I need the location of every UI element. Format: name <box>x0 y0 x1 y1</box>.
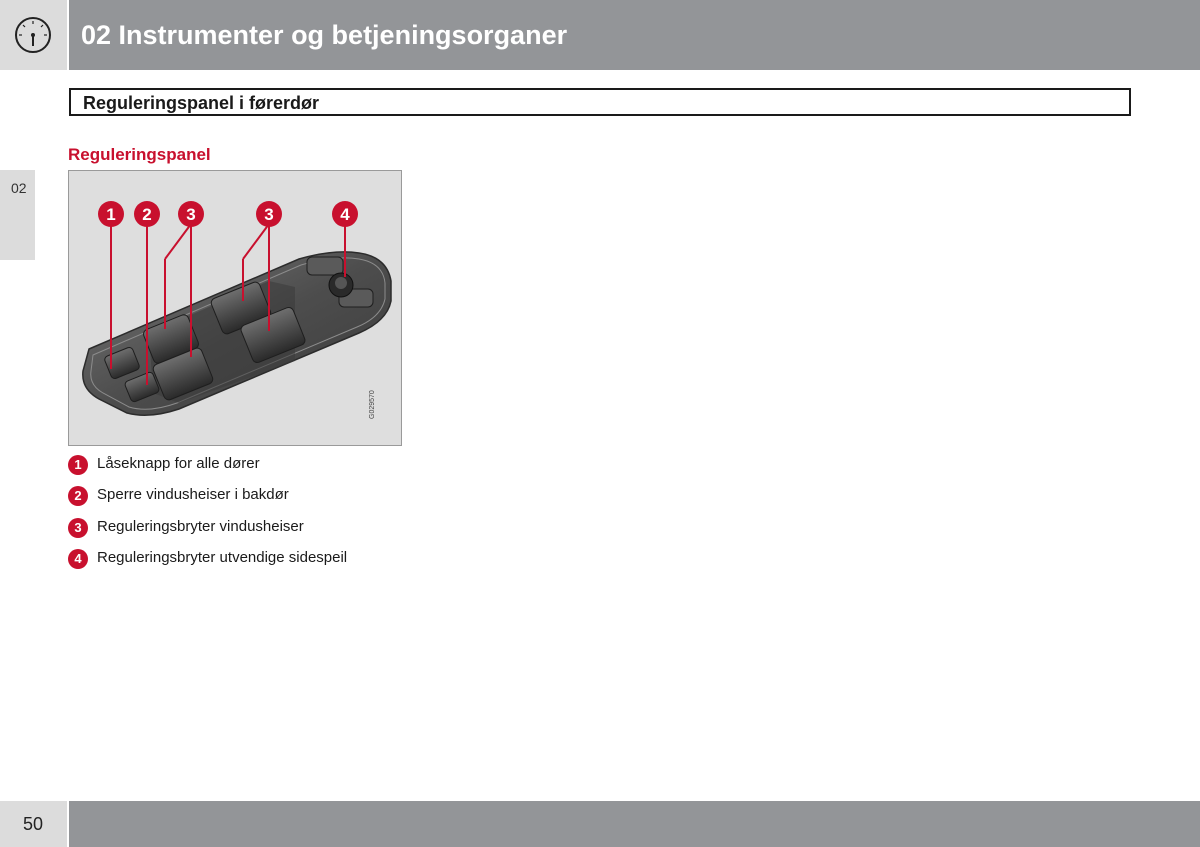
callout-4-label: 4 <box>340 205 350 224</box>
legend-item <box>68 548 668 579</box>
subheading: Reguleringspanel <box>68 145 211 164</box>
legend-text: Reguleringsbryter vindusheiser <box>97 517 304 535</box>
callout-3a-label: 3 <box>186 205 196 224</box>
chapter-side-tab-label: 02 <box>11 180 27 196</box>
legend-item <box>68 517 668 548</box>
callout-1-label: 1 <box>106 205 116 224</box>
page-number: 50 <box>23 814 44 834</box>
gauge-icon <box>14 16 52 54</box>
legend-number: 3 <box>68 518 88 538</box>
callout-2-label: 2 <box>142 205 152 224</box>
legend-item <box>68 485 668 516</box>
legend-item <box>68 454 668 485</box>
section-title-box <box>69 88 1131 116</box>
legend-text: Sperre vindusheiser i bakdør <box>97 486 289 504</box>
chapter-side-tab <box>0 170 35 260</box>
footer-bar <box>69 801 1200 847</box>
control-panel-figure <box>68 170 402 446</box>
section-title: Reguleringspanel i førerdør <box>83 93 320 113</box>
legend-number: 4 <box>68 549 88 569</box>
control-panel-illustration <box>69 171 402 446</box>
legend-number: 1 <box>68 455 88 475</box>
legend-number: 2 <box>68 486 88 506</box>
chapter-title: 02 Instrumenter og betjeningsorganer <box>81 20 568 50</box>
footer-page-box <box>0 801 67 847</box>
callout-3b-label: 3 <box>264 205 274 224</box>
legend-text: Reguleringsbryter utvendige sidespeil <box>97 548 348 566</box>
header-bar <box>69 0 1200 70</box>
header-icon-box <box>0 0 67 70</box>
figure-code: G029570 <box>369 390 376 419</box>
legend-text: Låseknapp for alle dører <box>97 455 260 472</box>
legend-list <box>68 454 668 579</box>
